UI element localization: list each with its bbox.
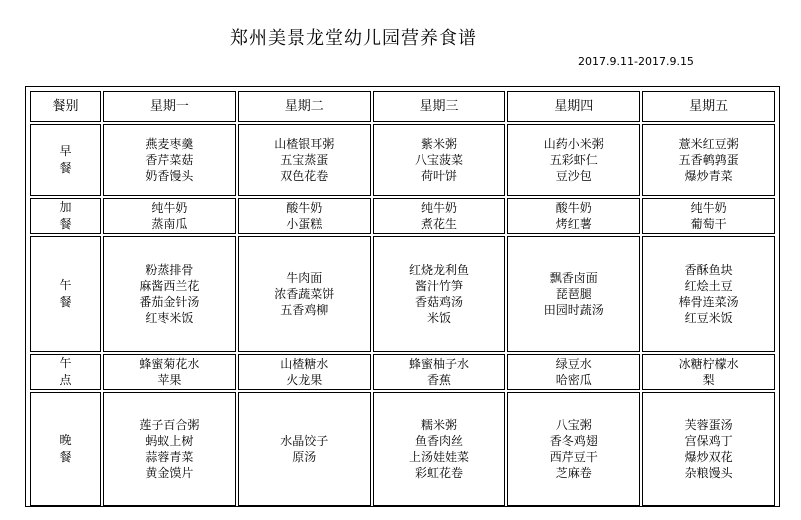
dish-item: 牛肉面 — [286, 271, 323, 285]
meal-label-cell — [30, 236, 101, 352]
corner-header: 餐别 — [30, 91, 101, 122]
dish-item: 五宝蒸蛋 — [280, 153, 329, 167]
dish-item: 绿豆水 — [555, 357, 592, 371]
dish-item: 山楂糖水 — [280, 357, 329, 371]
day-header: 星期五 — [642, 91, 775, 122]
meal-row — [30, 124, 775, 196]
menu-cell — [103, 124, 236, 196]
dish-item: 紫米粥 — [420, 137, 457, 151]
dish-item: 烤红薯 — [555, 217, 592, 231]
menu-cell — [238, 124, 371, 196]
dish-item: 芙蓉蛋汤 — [684, 418, 733, 432]
meal-label-cell — [30, 124, 101, 196]
dish-item: 爆炒双花 — [684, 450, 733, 464]
day-header: 星期三 — [373, 91, 506, 122]
dish-item: 黄金馍片 — [145, 466, 194, 480]
dish-item: 莲子百合粥 — [139, 418, 200, 432]
meal-label: 午点 — [59, 356, 72, 387]
meal-label-cell — [30, 354, 101, 390]
day-header: 星期四 — [507, 91, 640, 122]
dish-item: 香芹菜菇 — [145, 153, 194, 167]
dish-item: 红烧龙利鱼 — [408, 263, 469, 277]
dish-item: 香冬鸡翅 — [549, 434, 598, 448]
menu-body — [30, 124, 775, 506]
meal-label: 加餐 — [59, 200, 72, 231]
dish-item: 田园时蔬汤 — [543, 303, 604, 317]
dish-item: 蒜蓉青菜 — [145, 450, 194, 464]
dish-item: 冰糖柠檬水 — [678, 357, 739, 371]
menu-cell — [507, 236, 640, 352]
dish-item: 西芹豆干 — [549, 450, 598, 464]
menu-cell — [642, 198, 775, 234]
meal-label-cell — [30, 392, 101, 506]
dish-item: 爆炒青菜 — [684, 169, 733, 183]
date-range: 2017.9.11-2017.9.15 — [578, 55, 694, 68]
dish-item: 浓香蔬菜饼 — [274, 287, 335, 301]
dish-item: 哈密瓜 — [555, 373, 592, 387]
menu-cell — [103, 392, 236, 506]
dish-item: 八宝菠菜 — [414, 153, 463, 167]
menu-table — [28, 89, 777, 508]
dish-item: 酸牛奶 — [555, 201, 592, 215]
meal-row — [30, 392, 775, 506]
dish-item: 五彩虾仁 — [549, 153, 598, 167]
dish-item: 纯牛奶 — [420, 201, 457, 215]
dish-item: 香酥鱼块 — [684, 263, 733, 277]
dish-item: 纯牛奶 — [151, 201, 188, 215]
dish-item: 苹果 — [157, 373, 182, 387]
dish-item: 八宝粥 — [555, 418, 592, 432]
menu-cell — [238, 392, 371, 506]
meal-label: 午餐 — [59, 278, 72, 309]
dish-item: 香蕉 — [426, 373, 451, 387]
menu-cell — [373, 236, 506, 352]
header-row — [30, 91, 775, 122]
menu-cell — [373, 124, 506, 196]
dish-item: 酱汁竹笋 — [414, 279, 463, 293]
dish-item: 酸牛奶 — [286, 201, 323, 215]
meal-label-cell — [30, 198, 101, 234]
menu-cell — [103, 236, 236, 352]
menu-cell — [642, 392, 775, 506]
dish-item: 煮花生 — [420, 217, 457, 231]
menu-cell — [507, 124, 640, 196]
dish-item: 上汤娃娃菜 — [408, 450, 469, 464]
dish-item: 纯牛奶 — [690, 201, 727, 215]
dish-item: 奶香馒头 — [145, 169, 194, 183]
menu-cell — [238, 236, 371, 352]
dish-item: 水晶饺子 — [280, 434, 329, 448]
dish-item: 双色花卷 — [280, 169, 329, 183]
menu-cell — [103, 198, 236, 234]
dish-item: 粉蒸排骨 — [145, 263, 194, 277]
dish-item: 火龙果 — [286, 373, 323, 387]
menu-cell — [507, 392, 640, 506]
meal-label: 早餐 — [59, 144, 72, 175]
day-header: 星期二 — [238, 91, 371, 122]
dish-item: 番茄金针汤 — [139, 295, 200, 309]
menu-table-frame — [25, 86, 780, 507]
dish-item: 麻酱西兰花 — [139, 279, 200, 293]
dish-item: 葡萄干 — [690, 217, 727, 231]
meal-row — [30, 236, 775, 352]
page-title: 郑州美景龙堂幼儿园营养食谱 — [230, 28, 477, 49]
dish-item: 山楂银耳粥 — [274, 137, 335, 151]
meal-row — [30, 198, 775, 234]
dish-item: 豆沙包 — [555, 169, 592, 183]
dish-item: 香菇鸡汤 — [414, 295, 463, 309]
dish-item: 宫保鸡丁 — [684, 434, 733, 448]
dish-item: 芝麻卷 — [555, 466, 592, 480]
menu-cell — [373, 198, 506, 234]
dish-item: 棒骨连菜汤 — [678, 295, 739, 309]
day-header: 星期一 — [103, 91, 236, 122]
dish-item: 鱼香肉丝 — [414, 434, 463, 448]
dish-item: 琵琶腿 — [555, 287, 592, 301]
meal-row — [30, 354, 775, 390]
dish-item: 五香鸡柳 — [280, 303, 329, 317]
dish-item: 糯米粥 — [420, 418, 457, 432]
meal-label: 晚餐 — [59, 433, 72, 464]
dish-item: 薏米红豆粥 — [678, 137, 739, 151]
dish-item: 米饭 — [426, 311, 451, 325]
dish-item: 梨 — [702, 373, 715, 387]
dish-item: 红豆米饭 — [684, 311, 733, 325]
dish-item: 红枣米饭 — [145, 311, 194, 325]
menu-cell — [507, 354, 640, 390]
menu-cell — [373, 392, 506, 506]
menu-cell — [642, 124, 775, 196]
dish-item: 燕麦枣羹 — [145, 137, 194, 151]
dish-item: 蒸南瓜 — [151, 217, 188, 231]
dish-item: 山药小米粥 — [543, 137, 604, 151]
dish-item: 小蛋糕 — [286, 217, 323, 231]
dish-item: 杂粮馒头 — [684, 466, 733, 480]
menu-cell — [642, 236, 775, 352]
dish-item: 蜂蜜柚子水 — [408, 357, 469, 371]
dish-item: 蜂蜜菊花水 — [139, 357, 200, 371]
menu-cell — [103, 354, 236, 390]
menu-cell — [238, 198, 371, 234]
dish-item: 蚂蚁上树 — [145, 434, 194, 448]
menu-cell — [238, 354, 371, 390]
menu-cell — [373, 354, 506, 390]
dish-item: 荷叶饼 — [420, 169, 457, 183]
menu-cell — [642, 354, 775, 390]
dish-item: 原汤 — [292, 450, 317, 464]
dish-item: 五香鹌鹑蛋 — [678, 153, 739, 167]
dish-item: 飘香卤面 — [549, 271, 598, 285]
dish-item: 彩虹花卷 — [414, 466, 463, 480]
menu-cell — [507, 198, 640, 234]
dish-item: 红烩土豆 — [684, 279, 733, 293]
